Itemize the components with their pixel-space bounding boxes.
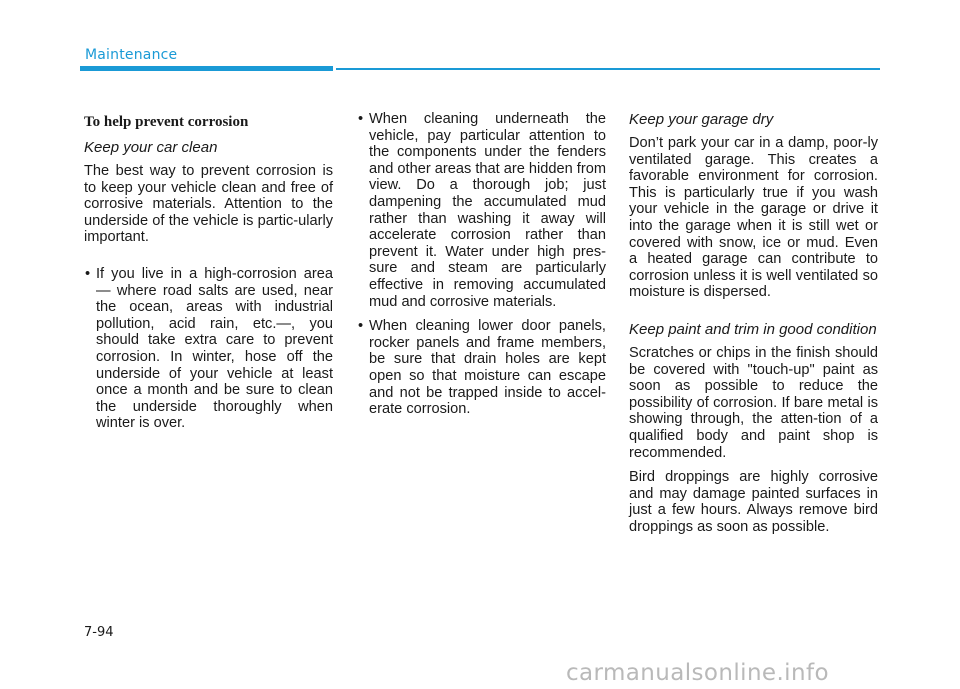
paragraph-garage: Don’t park your car in a damp, poor-ly ventilated garage. This creates a favorable environment for corrosion. This is particularly true if you wash your vehicle in the garage or drive it into the garage when it is still wet or covered with snow, ice or mud. Even a heated garage can contribute to corrosion unless it is well ventilated so moisture is dispersed.	[629, 135, 878, 301]
subheading-paint-trim: Keep paint and trim in good condition	[629, 320, 877, 338]
section-title: Maintenance	[85, 47, 178, 63]
paragraph-scratches: Scratches or chips in the finish should be covered with "touch-up" paint as soon as possible to reduce the possibility of corrosion. If bare metal is showing through, the atten-tion of a qualified body and paint shop is recommended.	[629, 344, 878, 461]
subheading-keep-car-clean: Keep your car clean	[84, 139, 218, 156]
paragraph-bird-droppings: Bird droppings are highly corrosive and may damage painted surfaces in just a few hours. Always remove bird droppings as soon as possible.	[629, 469, 878, 535]
column-2	[357, 108, 606, 426]
bullet-lower-door-panels: • When cleaning lower door panels, rocker panels and frame members, be sure that drain holes are kept open so that moisture can escape and not be trapped inside to accel-erate corrosion.	[357, 318, 606, 418]
bullet-cleaning-underneath: • When cleaning underneath the vehicle, pay particular attention to the components under the fenders and other areas that are hidden from view. Do a thorough job; just dampening the accumulated mud rather than washing it away will accelerate corrosion rather than prevent it. Water under high pres-sure and steam are particularly effective in removing accumulated mud and corrosive materials.	[357, 111, 606, 310]
header-rule-thin	[336, 68, 880, 70]
section-heading: To help prevent corrosion	[84, 114, 249, 130]
subheading-garage-dry: Keep your garage dry	[629, 111, 774, 128]
bullet-high-corrosion-area: • If you live in a high-corrosion area — where road salts are used, near the ocean, areas with industrial pollution, acid rain, etc.—, you should take extra care to prevent corrosion. In winter, hose off the underside of your vehicle at least once a month and be sure to clean the underside thoroughly when winter is over.	[84, 266, 333, 432]
column-1	[84, 108, 333, 440]
header-rule-thick	[80, 66, 333, 71]
paragraph-best-way: The best way to prevent corrosion is to keep your vehicle clean and free of corrosive materials. Attention to the underside of the vehicle is partic-ularly important.	[84, 163, 333, 246]
page-number: 7-94	[84, 625, 114, 640]
watermark: carmanualsonline.info	[566, 660, 829, 686]
column-3	[629, 108, 878, 543]
